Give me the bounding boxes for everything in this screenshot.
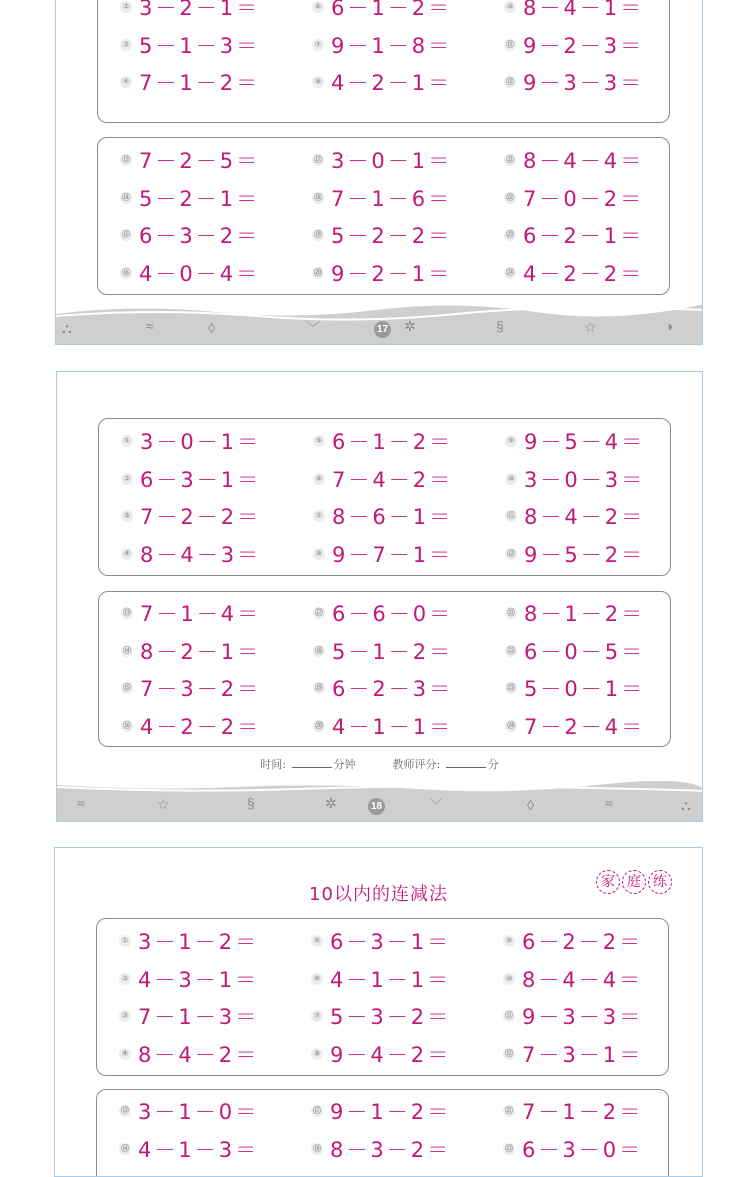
- problem-number: ⑮: [122, 230, 130, 239]
- problem-item: [120, 261, 260, 285]
- problem-expression: 8－2－1＝: [140, 639, 262, 664]
- problem-item: [313, 639, 453, 663]
- problem-number: ④: [119, 1048, 131, 1060]
- problem-item: [313, 429, 453, 453]
- problem-number: ㉑: [506, 155, 514, 164]
- problem-row: [99, 429, 670, 453]
- page-title: 10以内的连减法: [309, 884, 448, 905]
- problem-item: [503, 929, 643, 953]
- problem-row: [99, 714, 670, 738]
- problem-expression: 4－1－3＝: [138, 1138, 260, 1162]
- problem-group: [97, 0, 670, 123]
- problem-item: [504, 223, 644, 247]
- problem-expression: 8－4－3＝: [140, 542, 262, 567]
- problem-item: [505, 542, 645, 566]
- ocean-footer-band: [56, 304, 702, 344]
- seaweed-icon: §: [247, 795, 255, 811]
- problem-number: ⑪: [505, 1011, 513, 1020]
- problem-number: ⑩: [505, 473, 517, 485]
- problem-number: ⑭: [121, 1144, 129, 1153]
- problem-row: [97, 1004, 668, 1028]
- problem-item: [504, 261, 644, 285]
- problem-expression: 6－6－0＝: [332, 602, 454, 626]
- problem-expression: 3－1－0＝: [138, 1100, 260, 1124]
- problem-row: [99, 504, 670, 528]
- problem-number: ⑨: [503, 935, 515, 947]
- problem-item: [120, 0, 260, 19]
- problem-expression: 6－1－2＝: [332, 430, 454, 454]
- problem-expression: 6－2－2＝: [522, 930, 644, 954]
- dolphin-icon: ≈: [77, 795, 85, 811]
- problem-item: [121, 714, 261, 738]
- problem-row: [99, 639, 670, 663]
- problem-expression: 8－4－4＝: [522, 967, 644, 992]
- problem-item: [120, 223, 260, 247]
- problem-number: ⑪: [506, 39, 514, 49]
- problem-item: [312, 261, 452, 285]
- fish-icon: ◊: [208, 320, 215, 336]
- problem-item: [313, 467, 453, 491]
- problem-expression: 7－3－2＝: [140, 677, 262, 701]
- problem-number: ㉒: [506, 192, 514, 202]
- problem-expression: 3－1－2＝: [138, 930, 260, 954]
- problem-item: [119, 1042, 259, 1066]
- problem-row: [98, 33, 669, 57]
- problem-row: [99, 467, 670, 491]
- problem-number: ⑲: [315, 683, 323, 692]
- worksheet-page-19: [54, 847, 703, 1177]
- problem-number: ⑭: [122, 192, 130, 202]
- badge-char: 练: [648, 870, 672, 894]
- problem-item: [121, 504, 261, 528]
- crab-icon: ✲: [404, 318, 416, 334]
- problem-row: [97, 967, 668, 991]
- problem-item: [505, 639, 645, 663]
- problem-number: ⑫: [506, 77, 514, 86]
- problem-expression: 7－4－2＝: [332, 467, 454, 492]
- problem-number: ⑦: [312, 39, 324, 51]
- problem-expression: 7－2－2＝: [140, 505, 262, 529]
- problem-expression: 7－3－1＝: [522, 1042, 644, 1067]
- problem-item: [311, 1042, 451, 1066]
- fish-icon: ◊: [527, 797, 534, 813]
- problem-expression: 6－2－3＝: [332, 677, 454, 701]
- problem-expression: 4－0－4＝: [139, 261, 261, 286]
- problem-item: [312, 148, 452, 172]
- problem-expression: 8－4－4＝: [523, 149, 645, 173]
- problem-item: [504, 33, 644, 57]
- problem-item: [121, 467, 261, 491]
- problem-number: ⑧: [311, 1048, 323, 1060]
- problem-expression: 3－2－1＝: [139, 0, 261, 20]
- problem-number: ㉒: [505, 1144, 513, 1153]
- problem-item: [312, 70, 452, 94]
- problem-row: [98, 186, 669, 210]
- problem-expression: 7－2－5＝: [139, 149, 261, 173]
- problem-expression: 5－1－3＝: [139, 33, 261, 58]
- problem-expression: 6－0－5＝: [524, 639, 646, 664]
- problem-expression: 5－3－2＝: [330, 1005, 452, 1029]
- problem-row: [98, 148, 669, 172]
- problem-item: [505, 601, 645, 625]
- problem-number: ⑤: [311, 935, 323, 947]
- problem-expression: 6－1－2＝: [331, 0, 453, 20]
- problem-expression: 3－0－1＝: [331, 149, 453, 173]
- problem-expression: 6－3－1＝: [140, 467, 262, 492]
- time-label: 时间:: [260, 758, 286, 771]
- problem-number: ㉒: [507, 645, 515, 655]
- problem-expression: 7－1－6＝: [331, 186, 453, 211]
- problem-item: [504, 186, 644, 210]
- problem-number: ㉔: [506, 267, 514, 277]
- minutes-unit: 分钟: [333, 758, 356, 771]
- problem-expression: 4－2－1＝: [331, 71, 453, 95]
- worksheet-page-17: [55, 0, 703, 345]
- problem-number: ㉓: [507, 683, 515, 692]
- problem-expression: 7－1－3＝: [138, 1005, 260, 1029]
- problem-expression: 9－2－1＝: [331, 261, 453, 286]
- problem-expression: 7－1－2＝: [522, 1100, 644, 1124]
- problem-row: [99, 601, 670, 625]
- problem-expression: 8－6－1＝: [332, 505, 454, 529]
- problem-number: ⑰: [313, 1106, 321, 1115]
- problem-number: ②: [120, 1, 132, 13]
- problem-number: ⑮: [123, 683, 131, 692]
- problem-expression: 3－0－1＝: [140, 430, 262, 454]
- problem-expression: 6－3－1＝: [330, 930, 452, 954]
- problem-number: ④: [121, 548, 133, 560]
- problem-expression: 9－4－2＝: [330, 1042, 452, 1067]
- problem-row: [97, 1042, 668, 1066]
- problem-item: [119, 967, 259, 991]
- score-blank: [446, 767, 486, 768]
- problem-item: [120, 148, 260, 172]
- problem-expression: 4－1－1＝: [330, 967, 452, 992]
- problem-group: [97, 137, 670, 295]
- problem-expression: 5－0－1＝: [524, 677, 646, 701]
- problem-item: [119, 1004, 259, 1028]
- whale-icon: ◗: [666, 318, 675, 334]
- problem-item: [504, 0, 644, 19]
- problem-item: [121, 639, 261, 663]
- problem-item: [505, 714, 645, 738]
- problem-expression: 3－0－3＝: [524, 467, 646, 492]
- problem-expression: 4－2－2＝: [140, 714, 262, 739]
- crab-icon: ✲: [325, 795, 337, 811]
- problem-number: ③: [119, 1010, 131, 1022]
- problem-expression: 5－2－1＝: [139, 186, 261, 211]
- time-blank: [292, 767, 332, 768]
- problem-number: ②: [121, 473, 133, 485]
- problem-expression: 4－3－1＝: [138, 967, 260, 992]
- problem-number: ⑦: [313, 510, 325, 522]
- problem-expression: 7－2－4＝: [524, 714, 646, 739]
- problem-number: ⑯: [122, 267, 130, 277]
- problem-number: ④: [120, 76, 132, 88]
- problem-group: [96, 1089, 669, 1177]
- problem-row: [98, 0, 669, 19]
- problem-number: ⑫: [507, 548, 515, 558]
- problem-item: [120, 33, 260, 57]
- problem-expression: 4－1－1＝: [332, 714, 454, 739]
- problem-number: ⑳: [314, 267, 322, 277]
- problem-number: ⑥: [313, 473, 325, 485]
- problem-item: [313, 601, 453, 625]
- problem-item: [121, 429, 261, 453]
- problem-group: [98, 591, 671, 747]
- problem-expression: 9－3－3＝: [523, 71, 645, 95]
- problem-number: ⑱: [315, 645, 323, 655]
- starfish-icon: ☆: [157, 796, 170, 812]
- problem-number: ⑧: [312, 76, 324, 88]
- problem-item: [504, 148, 644, 172]
- bird-icon: ﹀: [306, 320, 320, 336]
- problem-number: ⑨: [505, 435, 517, 447]
- shell-icon: ⛬: [62, 320, 72, 336]
- problem-item: [503, 1099, 643, 1123]
- problem-item: [121, 542, 261, 566]
- problem-expression: 7－1－2＝: [139, 71, 261, 95]
- score-unit: 分: [487, 758, 499, 771]
- problem-item: [311, 1099, 451, 1123]
- problem-number: ⑥: [312, 1, 324, 13]
- problem-item: [503, 1004, 643, 1028]
- problem-item: [311, 1137, 451, 1161]
- score-label: 教师评分:: [392, 758, 441, 771]
- problem-item: [120, 70, 260, 94]
- problem-number: ⑩: [504, 1, 516, 13]
- problem-number: ⑩: [503, 973, 515, 985]
- problem-expression: 7－1－4＝: [140, 602, 262, 626]
- problem-item: [311, 967, 451, 991]
- badge-char: 庭: [622, 870, 646, 894]
- problem-number: ⑰: [314, 155, 322, 164]
- problem-item: [505, 676, 645, 700]
- problem-group: [96, 918, 669, 1076]
- problem-number: ㉑: [507, 608, 515, 617]
- problem-number: ⑬: [121, 1106, 129, 1115]
- problem-expression: 5－2－2＝: [331, 224, 453, 248]
- problem-group: [98, 418, 671, 576]
- shell-icon: ⛬: [681, 797, 691, 813]
- problem-expression: 9－1－8＝: [331, 33, 453, 58]
- problem-number: ③: [120, 39, 132, 51]
- problem-expression: 5－1－2＝: [332, 639, 454, 664]
- problem-item: [505, 429, 645, 453]
- problem-item: [313, 542, 453, 566]
- problem-row: [98, 70, 669, 94]
- problem-row: [98, 261, 669, 285]
- problem-number: ⑱: [313, 1144, 321, 1153]
- problem-expression: 6－3－0＝: [522, 1138, 644, 1162]
- home-practice-badge: [596, 870, 672, 894]
- problem-item: [313, 504, 453, 528]
- problem-expression: 6－2－1＝: [523, 224, 645, 248]
- problem-item: [503, 1042, 643, 1066]
- problem-row: [99, 676, 670, 700]
- problem-item: [120, 186, 260, 210]
- problem-number: ⑫: [505, 1048, 513, 1058]
- problem-item: [311, 929, 451, 953]
- problem-row: [99, 542, 670, 566]
- problem-number: ⑱: [314, 192, 322, 202]
- problem-item: [503, 967, 643, 991]
- problem-number: ⑥: [311, 973, 323, 985]
- problem-item: [313, 676, 453, 700]
- ocean-footer-band: [57, 781, 702, 821]
- problem-number: ①: [119, 935, 131, 947]
- page-number: 17: [374, 321, 391, 338]
- problem-number: ⑧: [313, 548, 325, 560]
- problem-number: ⑬: [123, 608, 131, 617]
- problem-number: ⑤: [313, 435, 325, 447]
- problem-item: [311, 1004, 451, 1028]
- problem-number: ⑰: [315, 608, 323, 617]
- problem-number: ⑯: [123, 720, 131, 730]
- problem-item: [504, 70, 644, 94]
- problem-item: [312, 186, 452, 210]
- problem-expression: 9－2－3＝: [523, 33, 645, 58]
- worksheet-page-18: [56, 371, 703, 822]
- problem-number: ⑳: [315, 720, 323, 730]
- problem-item: [505, 504, 645, 528]
- problem-expression: 8－1－2＝: [524, 602, 646, 626]
- problem-number: ⑦: [311, 1010, 323, 1022]
- bird-icon: ﹀: [429, 797, 443, 813]
- seaweed-icon: §: [496, 318, 504, 334]
- problem-row: [97, 1099, 668, 1123]
- problem-number: ㉓: [506, 230, 514, 239]
- problem-number: ㉔: [507, 720, 515, 730]
- problem-expression: 9－3－3＝: [522, 1005, 644, 1029]
- time-and-score-line: [57, 756, 702, 772]
- problem-expression: 9－5－4＝: [524, 430, 646, 454]
- problem-item: [119, 1099, 259, 1123]
- problem-expression: 6－3－2＝: [139, 224, 261, 248]
- problem-row: [97, 1137, 668, 1161]
- problem-expression: 9－1－2＝: [330, 1100, 452, 1124]
- problem-item: [312, 0, 452, 19]
- problem-expression: 9－7－1＝: [332, 542, 454, 567]
- problem-number: ㉑: [505, 1106, 513, 1115]
- badge-char: 家: [596, 870, 620, 894]
- problem-expression: 8－3－2＝: [330, 1138, 452, 1162]
- problem-item: [121, 676, 261, 700]
- problem-number: ①: [121, 435, 133, 447]
- problem-number: ②: [119, 973, 131, 985]
- problem-expression: 8－4－2＝: [138, 1042, 260, 1067]
- problem-number: ③: [121, 510, 133, 522]
- problem-row: [98, 223, 669, 247]
- problem-number: ⑲: [314, 230, 322, 239]
- dolphin-icon: ≈: [605, 795, 613, 811]
- problem-item: [505, 467, 645, 491]
- problem-item: [121, 601, 261, 625]
- problem-expression: 4－2－2＝: [523, 261, 645, 286]
- dolphin-icon: ≈: [146, 318, 154, 334]
- problem-expression: 7－0－2＝: [523, 186, 645, 211]
- problem-item: [503, 1137, 643, 1161]
- problem-item: [119, 1137, 259, 1161]
- problem-expression: 9－5－2＝: [524, 542, 646, 567]
- problem-number: ⑭: [123, 645, 131, 655]
- page-number: 18: [368, 798, 385, 815]
- problem-item: [312, 223, 452, 247]
- problem-item: [312, 33, 452, 57]
- problem-item: [119, 929, 259, 953]
- problem-row: [97, 929, 668, 953]
- problem-expression: 8－4－1＝: [523, 0, 645, 20]
- problem-number: ⑪: [507, 511, 515, 520]
- problem-number: ⑬: [122, 155, 130, 164]
- problem-item: [313, 714, 453, 738]
- starfish-icon: ☆: [584, 319, 597, 335]
- problem-expression: 8－4－2＝: [524, 505, 646, 529]
